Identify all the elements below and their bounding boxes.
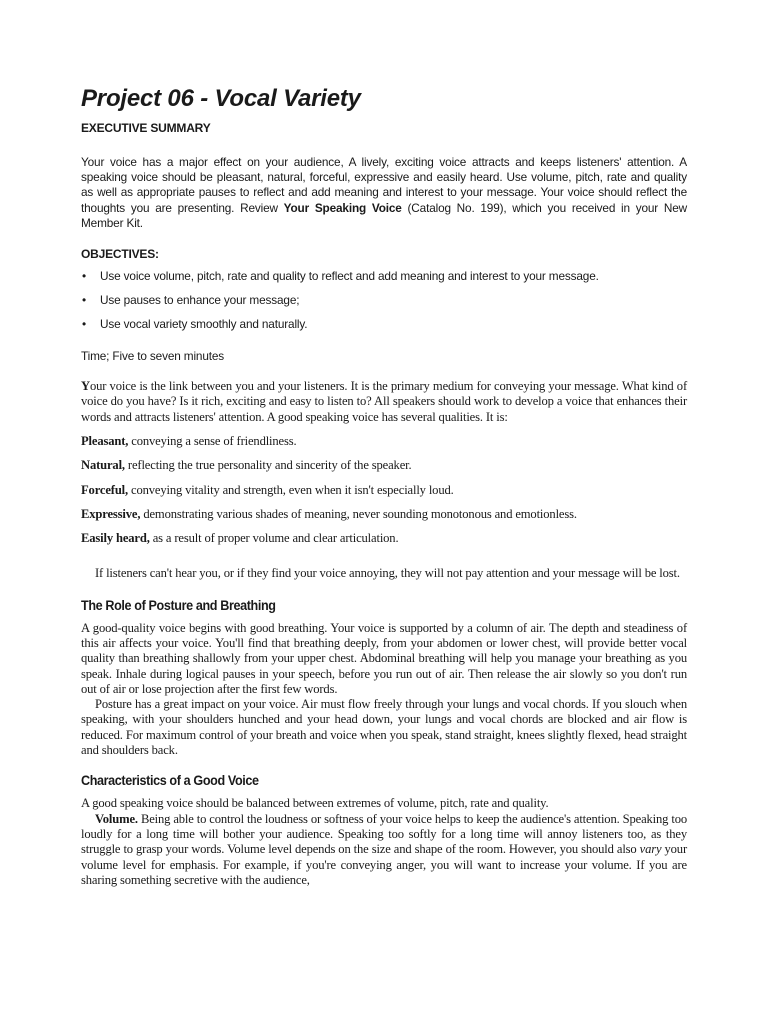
objective-text: Use vocal variety smoothly and naturally. [100, 317, 308, 332]
quality-term: Expressive, [81, 506, 141, 521]
intro-paragraph [81, 379, 687, 425]
bullet-icon: • [82, 269, 86, 284]
posture-section-body [81, 621, 687, 759]
bullet-icon: • [82, 317, 86, 332]
characteristics-intro-paragraph: A good speaking voice should be balanced between extremes of volume, pitch, rate and quality. [81, 796, 549, 811]
objective-item [81, 317, 687, 332]
volume-text-part2: your volume level for emphasis. For example, if you're conveying anger, you will want to increase your volume. If you are sharing something secretive with the audience, [81, 842, 688, 887]
volume-paragraph [81, 812, 687, 888]
quality-description: demonstrating various shades of meaning, never sounding monotonous and emotionless. [140, 506, 577, 521]
quality-item [81, 458, 687, 473]
quality-term: Natural, [81, 458, 125, 473]
quality-item [81, 434, 687, 449]
bullet-icon: • [82, 293, 86, 308]
objective-text: Use voice volume, pitch, rate and quality to reflect and add meaning and interest to your message. [100, 269, 599, 284]
quality-description: reflecting the true personality and sincerity of the speaker. [124, 458, 412, 473]
time-requirement: Time; Five to seven minutes [81, 349, 225, 364]
volume-text-part1: Being able to control the loudness or softness of your voice helps to keep the audience's attention. Speaking too loudly for a long time will bother your audience. Speaking too softly for a long time will annoy listeners too, as they struggle to grasp your words. Volume level depends on the size and shape of the room. However, you should also [81, 811, 687, 857]
objective-text: Use pauses to enhance your message; [100, 293, 300, 308]
intro-text: our voice is the link between you and your listeners. It is the primary medium for conveying your message. What kind of voice do you have? Is it rich, exciting and easy to listen to? All speakers should work to develop a voice that enhances their words and attracts listeners' attention. A good speaking voice has several qualities. It is: [81, 379, 687, 424]
page-title: Project 06 - Vocal Variety [81, 85, 361, 112]
executive-summary-heading: EXECUTIVE SUMMARY [81, 121, 211, 135]
volume-emphasis: vary [639, 842, 662, 857]
objective-item [81, 293, 687, 308]
objective-item [81, 269, 687, 284]
objectives-heading: OBJECTIVES: [81, 247, 159, 262]
quality-description: conveying a sense of friendliness. [128, 433, 297, 448]
volume-term: Volume. [95, 811, 138, 826]
quality-term: Forceful, [81, 482, 129, 497]
characteristics-section-body [81, 796, 687, 888]
quality-term: Easily heard, [81, 531, 150, 546]
intro-first-letter: Y [81, 379, 90, 394]
quality-description: as a result of proper volume and clear articulation. [149, 531, 399, 546]
posture-paragraph-breathing: A good-quality voice begins with good breathing. Your voice is supported by a column of air. The depth and steadiness of this air affects your voice. You'll find that breathing deeply, from your abdomen or lower chest, will provide better vocal quality than breathing shallowly from your upper chest. Abdominal breathing will help you manage your breathing as you speak. Inhale during logical pauses in your speech, before you run out of air. Then release the air slowly so you don't run out of air or lose projection after the first few words. [81, 620, 687, 696]
executive-summary-paragraph [81, 155, 687, 231]
summary-text-part1: Your voice has a major effect on your audience, A lively, exciting voice attracts and keeps listeners' attention. A speaking voice should be pleasant, natural, forceful, expressive and easily heard. Use volume, pitch, rate and quality as well as appropriate pauses to reflect and add meaning and interest to your message. Your voice should reflect the thoughts you are presenting. Review [81, 155, 687, 215]
quality-item [81, 531, 687, 546]
posture-section-heading: The Role of Posture and Breathing [81, 597, 276, 613]
quality-item [81, 507, 687, 522]
document-content [81, 84, 687, 888]
quality-description: conveying vitality and strength, even when it isn't especially loud. [128, 482, 454, 497]
characteristics-section-heading: Characteristics of a Good Voice [81, 773, 259, 789]
body-text [81, 379, 687, 582]
summary-text-part2: (Catalog No. 199), which you received in your New Member Kit. [81, 200, 687, 230]
posture-paragraph-posture: Posture has a great impact on your voice. Air must flow freely through your lungs and vocal chords. If you slouch when speaking, with your shoulders hunched and your head down, your lungs and vocal chords are blocked and air flow is reduced. For maximum control of your breath and voice when you speak, stand straight, knees slightly flexed, head straight and shoulders back. [81, 697, 687, 758]
objectives-list [81, 269, 687, 332]
summary-bold-title: Your Speaking Voice [283, 200, 402, 215]
quality-term: Pleasant, [81, 433, 129, 448]
quality-item [81, 483, 687, 498]
listeners-paragraph: If listeners can't hear you, or if they find your voice annoying, they will not pay attention and your message will be lost. [95, 566, 680, 581]
